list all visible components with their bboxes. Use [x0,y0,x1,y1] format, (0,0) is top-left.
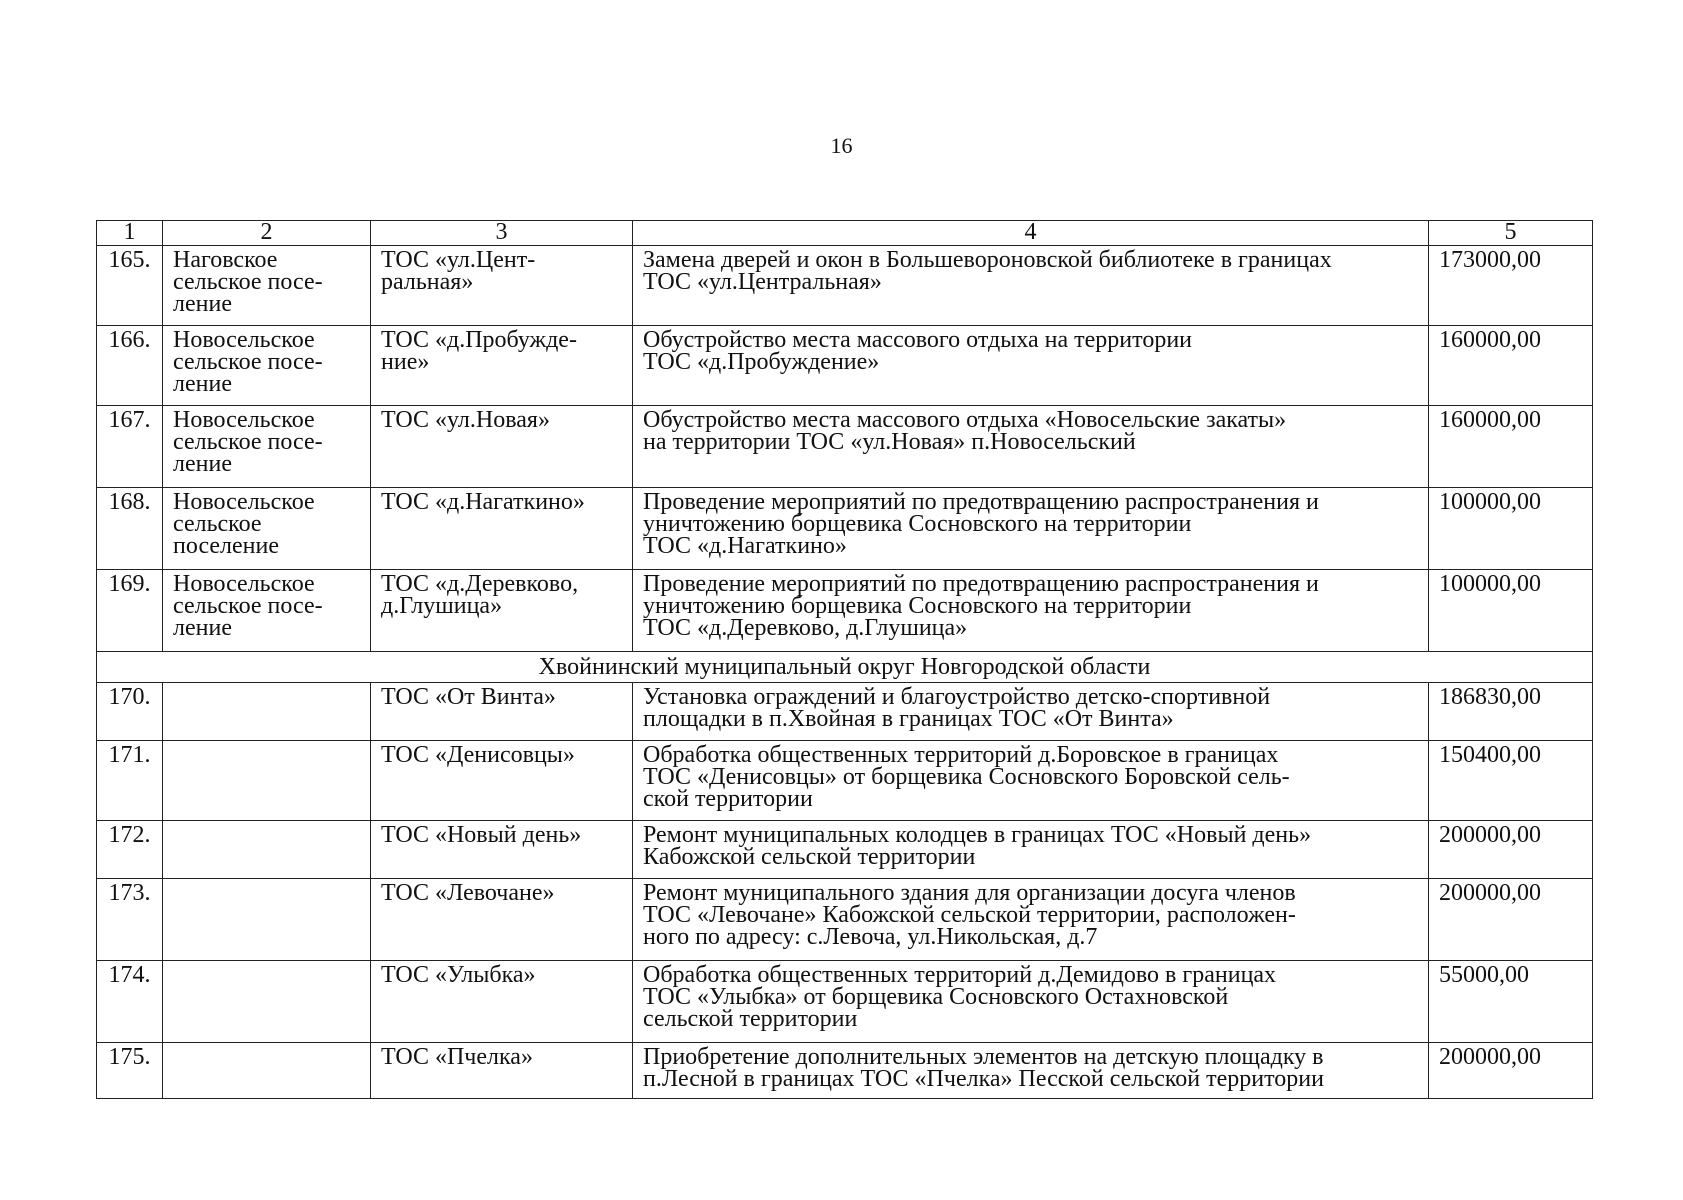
amount-cell: 100000,00 [1429,488,1593,570]
description-cell: Обработка общественных территорий д.Боровское в границах ТОС «Денисовцы» от борщевика Сосновского Боровской сель- ской территории [633,741,1429,821]
description-cell: Ремонт муниципальных колодцев в границах ТОС «Новый день» Кабожской сельской территории [633,821,1429,879]
table-row [97,821,1593,879]
header-col-1: 1 [97,221,163,246]
description-cell: Обработка общественных территорий д.Демидово в границах ТОС «Улыбка» от борщевика Сосновского Остахновской сельской территории [633,961,1429,1043]
settlement-cell [163,741,371,821]
row-number: 172. [97,821,163,879]
settlement-cell [163,961,371,1043]
row-number: 173. [97,879,163,961]
tos-cell: ТОС «ул.Цент- ральная» [371,246,633,326]
header-col-2: 2 [163,221,371,246]
table-row [97,570,1593,652]
description-cell: Проведение мероприятий по предотвращению распространения и уничтожению борщевика Сосновского на территории ТОС «д.Нагаткино» [633,488,1429,570]
tos-cell: ТОС «От Винта» [371,683,633,741]
row-number: 174. [97,961,163,1043]
description-cell: Проведение мероприятий по предотвращению распространения и уничтожению борщевика Сосновского на территории ТОС «д.Деревково, д.Глушица» [633,570,1429,652]
tos-cell: ТОС «ул.Новая» [371,406,633,488]
section-header-row [97,652,1593,683]
description-cell: Ремонт муниципального здания для организации досуга членов ТОС «Левочане» Кабожской сельской территории, расположен- ного по адресу: с.Левоча, ул.Никольская, д.7 [633,879,1429,961]
table-row [97,741,1593,821]
table-header-row [97,221,1593,246]
row-number: 167. [97,406,163,488]
amount-cell: 173000,00 [1429,246,1593,326]
row-number: 175. [97,1043,163,1099]
settlement-cell: Новосельское сельское посе- ление [163,326,371,406]
amount-cell: 55000,00 [1429,961,1593,1043]
amount-cell: 200000,00 [1429,821,1593,879]
header-col-5: 5 [1429,221,1593,246]
tos-cell: ТОС «д.Деревково, д.Глушица» [371,570,633,652]
table-row [97,326,1593,406]
tos-cell: ТОС «Улыбка» [371,961,633,1043]
tos-cell: ТОС «Денисовцы» [371,741,633,821]
description-cell: Приобретение дополнительных элементов на детскую площадку в п.Лесной в границах ТОС «Пчелка» Песской сельской территории [633,1043,1429,1099]
description-cell: Замена дверей и окон в Большевороновской библиотеке в границах ТОС «ул.Центральная» [633,246,1429,326]
tos-cell: ТОС «Новый день» [371,821,633,879]
description-cell: Обустройство места массового отдыха на территории ТОС «д.Пробуждение» [633,326,1429,406]
settlement-cell: Новосельское сельское поселение [163,488,371,570]
table-row [97,1043,1593,1099]
table-row [97,406,1593,488]
amount-cell: 200000,00 [1429,1043,1593,1099]
settlement-cell: Новосельское сельское посе- ление [163,570,371,652]
row-number: 165. [97,246,163,326]
settlement-cell: Наговское сельское посе- ление [163,246,371,326]
table-row [97,683,1593,741]
row-number: 168. [97,488,163,570]
amount-cell: 160000,00 [1429,406,1593,488]
grant-table [96,220,1593,1099]
amount-cell: 186830,00 [1429,683,1593,741]
page-number: 16 [830,133,853,158]
description-cell: Установка ограждений и благоустройство детско-спортивной площадки в п.Хвойная в границах ТОС «От Винта» [633,683,1429,741]
tos-cell: ТОС «Пчелка» [371,1043,633,1099]
settlement-cell [163,1043,371,1099]
header-col-3: 3 [371,221,633,246]
row-number: 171. [97,741,163,821]
table-row [97,246,1593,326]
settlement-cell [163,879,371,961]
amount-cell: 100000,00 [1429,570,1593,652]
settlement-cell [163,683,371,741]
table-row [97,961,1593,1043]
amount-cell: 150400,00 [1429,741,1593,821]
tos-cell: ТОС «Левочане» [371,879,633,961]
row-number: 169. [97,570,163,652]
section-title: Хвойнинский муниципальный округ Новгородской области [97,652,1593,683]
description-cell: Обустройство места массового отдыха «Новосельские закаты» на территории ТОС «ул.Новая» п.Новосельский [633,406,1429,488]
amount-cell: 160000,00 [1429,326,1593,406]
tos-cell: ТОС «д.Пробужде- ние» [371,326,633,406]
table-row [97,879,1593,961]
settlement-cell [163,821,371,879]
amount-cell: 200000,00 [1429,879,1593,961]
table-row [97,488,1593,570]
row-number: 166. [97,326,163,406]
header-col-4: 4 [633,221,1429,246]
settlement-cell: Новосельское сельское посе- ление [163,406,371,488]
row-number: 170. [97,683,163,741]
tos-cell: ТОС «д.Нагаткино» [371,488,633,570]
